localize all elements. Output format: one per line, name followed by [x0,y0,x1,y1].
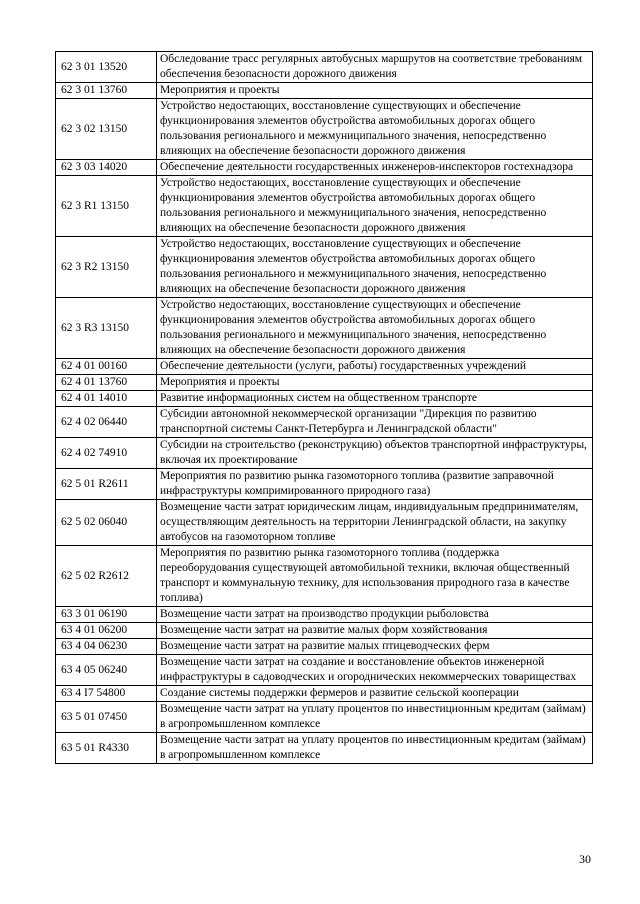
table-row [56,702,593,733]
description-cell: Устройство недостающих, восстановление существующих и обеспечение функционирования элементов обустройства автомобильных дорогах общего пользования регионального и межмуниципального значения, непосредственно влияющих на обеспечение безопасности дорожного движения [157,99,593,160]
description-cell: Возмещение части затрат юридическим лицам, индивидуальным предпринимателям, осуществляющим деятельность на территории Ленинградской области, на закупку автобусов на газомоторном топливе [157,500,593,546]
table-row [56,99,593,160]
table-body [56,52,593,764]
target-code-cell: 62 3 03 14020 [56,160,157,176]
target-code-cell: 62 4 01 00160 [56,359,157,375]
table-row [56,639,593,655]
target-code-cell: 62 3 R2 13150 [56,237,157,298]
target-code-cell: 62 3 R3 13150 [56,298,157,359]
description-cell: Возмещение части затрат на уплату процентов по инвестиционным кредитам (займам) в агропромышленном комплексе [157,733,593,764]
table-row [56,298,593,359]
description-cell: Устройство недостающих, восстановление существующих и обеспечение функционирования элементов обустройства автомобильных дорогах общего пользования регионального и межмуниципального значения, непосредственно влияющих на обеспечение безопасности дорожного движения [157,176,593,237]
target-code-cell: 63 4 04 06230 [56,639,157,655]
description-cell: Обследование трасс регулярных автобусных маршрутов на соответствие требованиям обеспечения безопасности дорожного движения [157,52,593,83]
description-cell: Обеспечение деятельности государственных инженеров-инспекторов гостехнадзора [157,160,593,176]
description-cell: Мероприятия и проекты [157,375,593,391]
description-cell: Создание системы поддержки фермеров и развитие сельской кооперации [157,686,593,702]
description-cell: Устройство недостающих, восстановление существующих и обеспечение функционирования элементов обустройства автомобильных дорогах общего пользования регионального и межмуниципального значения, непосредственно влияющих на обеспечение безопасности дорожного движения [157,237,593,298]
table-row [56,438,593,469]
table-row [56,237,593,298]
target-code-cell: 62 3 01 13520 [56,52,157,83]
target-code-cell: 62 5 01 R2611 [56,469,157,500]
target-code-cell: 63 5 01 R4330 [56,733,157,764]
target-code-cell: 62 4 02 74910 [56,438,157,469]
target-code-cell: 63 3 01 06190 [56,607,157,623]
target-code-cell: 62 4 02 06440 [56,407,157,438]
target-code-cell: 62 3 01 13760 [56,83,157,99]
target-code-cell: 62 4 01 14010 [56,391,157,407]
page-number: 30 [579,852,591,866]
description-cell: Мероприятия и проекты [157,83,593,99]
table-row [56,733,593,764]
table-row [56,546,593,607]
target-code-cell: 62 5 02 06040 [56,500,157,546]
description-cell: Возмещение части затрат на развитие малых птицеводческих ферм [157,639,593,655]
target-code-cell: 62 3 R1 13150 [56,176,157,237]
description-cell: Субсидии на строительство (реконструкцию) объектов транспортной инфраструктуры, включая их проектирование [157,438,593,469]
target-code-cell: 62 3 02 13150 [56,99,157,160]
target-code-cell: 62 5 02 R2612 [56,546,157,607]
table-row [56,391,593,407]
description-cell: Мероприятия по развитию рынка газомоторного топлива (развитие заправочной инфраструктуры компримированного природного газа) [157,469,593,500]
table-row [56,359,593,375]
table-row [56,686,593,702]
description-cell: Возмещение части затрат на производство продукции рыболовства [157,607,593,623]
table-row [56,407,593,438]
description-cell: Возмещение части затрат на уплату процентов по инвестиционным кредитам (займам) в агропромышленном комплексе [157,702,593,733]
description-cell: Мероприятия по развитию рынка газомоторного топлива (поддержка переоборудования существующей автомобильной техники, включая общественный транспорт и коммунальную технику, для использования природного газа в качестве топлива) [157,546,593,607]
description-cell: Возмещение части затрат на развитие малых форм хозяйствования [157,623,593,639]
table-row [56,83,593,99]
target-code-cell: 63 4 I7 54800 [56,686,157,702]
description-cell: Субсидии автономной некоммерческой организации "Дирекция по развитию транспортной системы Санкт-Петербурга и Ленинградской области" [157,407,593,438]
target-code-cell: 63 5 01 07450 [56,702,157,733]
classification-table [55,51,593,764]
description-cell: Возмещение части затрат на создание и восстановление объектов инженерной инфраструктуры в садоводческих и огороднических некоммерческих товариществах [157,655,593,686]
target-code-cell: 62 4 01 13760 [56,375,157,391]
description-cell: Устройство недостающих, восстановление существующих и обеспечение функционирования элементов обустройства автомобильных дорогах общего пользования регионального и межмуниципального значения, непосредственно влияющих на обеспечение безопасности дорожного движения [157,298,593,359]
table-row [56,469,593,500]
table-row [56,375,593,391]
table-row [56,52,593,83]
table-row [56,655,593,686]
table-row [56,623,593,639]
description-cell: Обеспечение деятельности (услуги, работы) государственных учреждений [157,359,593,375]
table-row [56,176,593,237]
table-row [56,160,593,176]
table-row [56,500,593,546]
description-cell: Развитие информационных систем на общественном транспорте [157,391,593,407]
target-code-cell: 63 4 01 06200 [56,623,157,639]
table-row [56,607,593,623]
target-code-cell: 63 4 05 06240 [56,655,157,686]
